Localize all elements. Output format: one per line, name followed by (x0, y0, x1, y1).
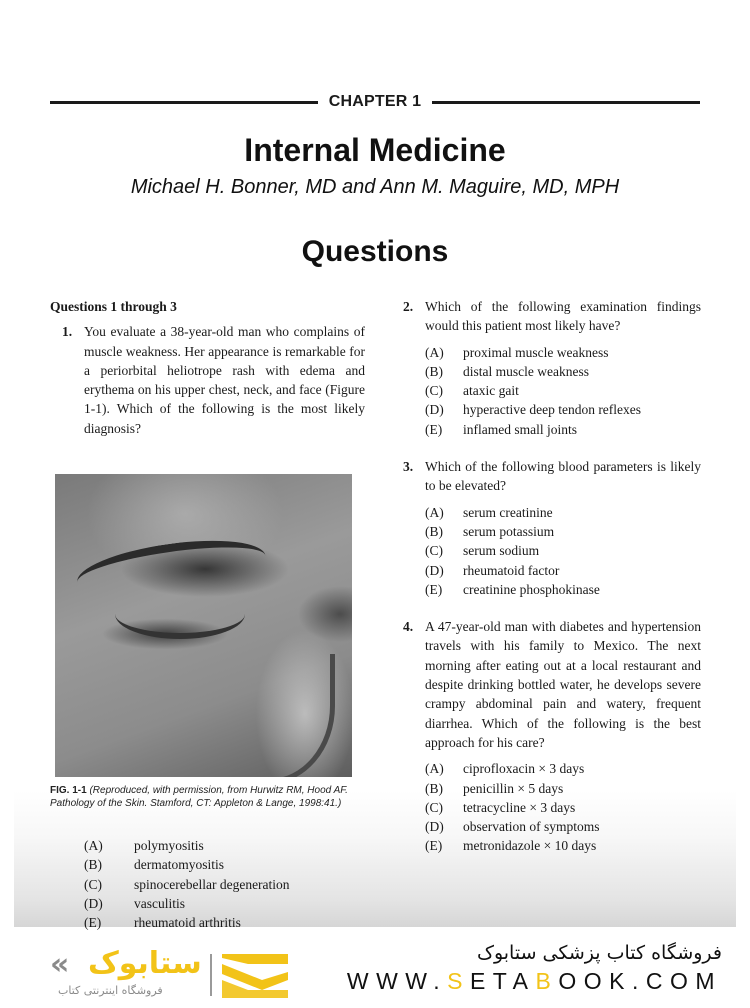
figure-caption (50, 784, 365, 810)
chapter-label: CHAPTER 1 (328, 93, 422, 110)
question-1-options (50, 836, 365, 932)
option-d: (D) vasculitis (84, 895, 185, 911)
logo-brand-text: ستابوک (88, 946, 202, 981)
option-a: (A) serum creatinine (425, 504, 553, 520)
shop-name: فروشگاه کتاب پزشکی ستابوک (476, 942, 722, 964)
option-b: (B) distal muscle weakness (425, 363, 589, 379)
option-c: (C) serum sodium (425, 543, 540, 559)
question-number: 1. (62, 324, 73, 340)
chapter-bar (50, 92, 700, 112)
option-c: (C) ataxic gait (425, 383, 519, 399)
question-text: A 47-year-old man with diabetes and hypertension travels with his family to Mexico. The next morning after eating out at a local restaurant and despite drinking bottled water, he develops severe crampy abdominal pain and watery, frequent diarrhea. Which of the following is the best approach for his care? (425, 619, 701, 750)
option-e: (E) creatinine phosphokinase (425, 581, 600, 597)
question-number: 4. (403, 619, 414, 635)
question-1 (62, 322, 365, 438)
chevron-s-emblem-icon (222, 950, 288, 1000)
chapter-authors: Michael H. Bonner, MD and Ann M. Maguire, MD, MPH (130, 176, 620, 198)
option-d: (D) hyperactive deep tendon reflexes (425, 402, 642, 418)
photo-eyebrow-shape (74, 531, 266, 587)
footer-banner (0, 930, 750, 1008)
option-e: (E) rheumatoid arthritis (84, 915, 241, 931)
option-e: (E) inflamed small joints (425, 421, 577, 437)
chapter-rule-right (432, 101, 700, 104)
chapter-title: Internal Medicine (244, 132, 506, 168)
photo-nose-shape (225, 654, 335, 777)
question-2-options (403, 343, 701, 439)
option-c: (C) tetracycline × 3 days (425, 799, 576, 815)
question-4 (403, 617, 701, 856)
question-number: 3. (403, 459, 414, 475)
question-text: Which of the following examination findings would this patient most likely have? (425, 299, 701, 334)
option-c: (C) spinocerebellar degeneration (84, 876, 290, 892)
right-column (403, 297, 701, 874)
option-a: (A) proximal muscle weakness (425, 344, 609, 360)
option-b: (B) dermatomyositis (84, 857, 224, 873)
question-3-options (403, 503, 701, 599)
option-a: (A) polymyositis (84, 838, 204, 854)
shop-info (347, 940, 722, 996)
setabook-logo[interactable] (50, 948, 300, 1003)
figure-caption-text: (Reproduced, with permission, from Hurwitz RM, Hood AF. Pathology of the Skin. Stamford, CT: Appleton & Lange, 1998:41.) (50, 785, 348, 810)
double-chevron-icon: « (50, 947, 64, 982)
figure-label: FIG. 1-1 (50, 785, 87, 797)
option-e: (E) metronidazole × 10 days (425, 838, 597, 854)
option-a: (A) ciprofloxacin × 3 days (425, 761, 585, 777)
shop-url[interactable]: WWW.SETABOOK.COM (346, 968, 722, 994)
option-b: (B) serum potassium (425, 523, 555, 539)
section-heading: Questions (301, 235, 449, 268)
question-text: Which of the following blood parameters is likely to be elevated? (425, 459, 701, 494)
question-2 (403, 297, 701, 439)
logo-tagline: فروشگاه اینترنتی کتاب (58, 984, 163, 997)
photo-eyelid-shape (115, 609, 245, 639)
question-text: You evaluate a 38-year-old man who complains of muscle weakness. Her appearance is remarkable for a periorbital heliotrope rash with edema and erythema on his upper chest, neck, and face (Figure 1-1). Which of the following is the most likely diagnosis? (84, 324, 365, 436)
left-column (50, 297, 365, 933)
question-number: 2. (403, 299, 414, 314)
question-3 (403, 457, 701, 599)
question-4-options (403, 759, 701, 855)
question-group-heading: Questions 1 through 3 (50, 299, 177, 314)
logo-divider (210, 954, 212, 996)
option-b: (B) penicillin × 5 days (425, 780, 564, 796)
option-d: (D) rheumatoid factor (425, 562, 560, 578)
figure-1-1-photo (55, 474, 352, 777)
option-d: (D) observation of symptoms (425, 819, 600, 835)
